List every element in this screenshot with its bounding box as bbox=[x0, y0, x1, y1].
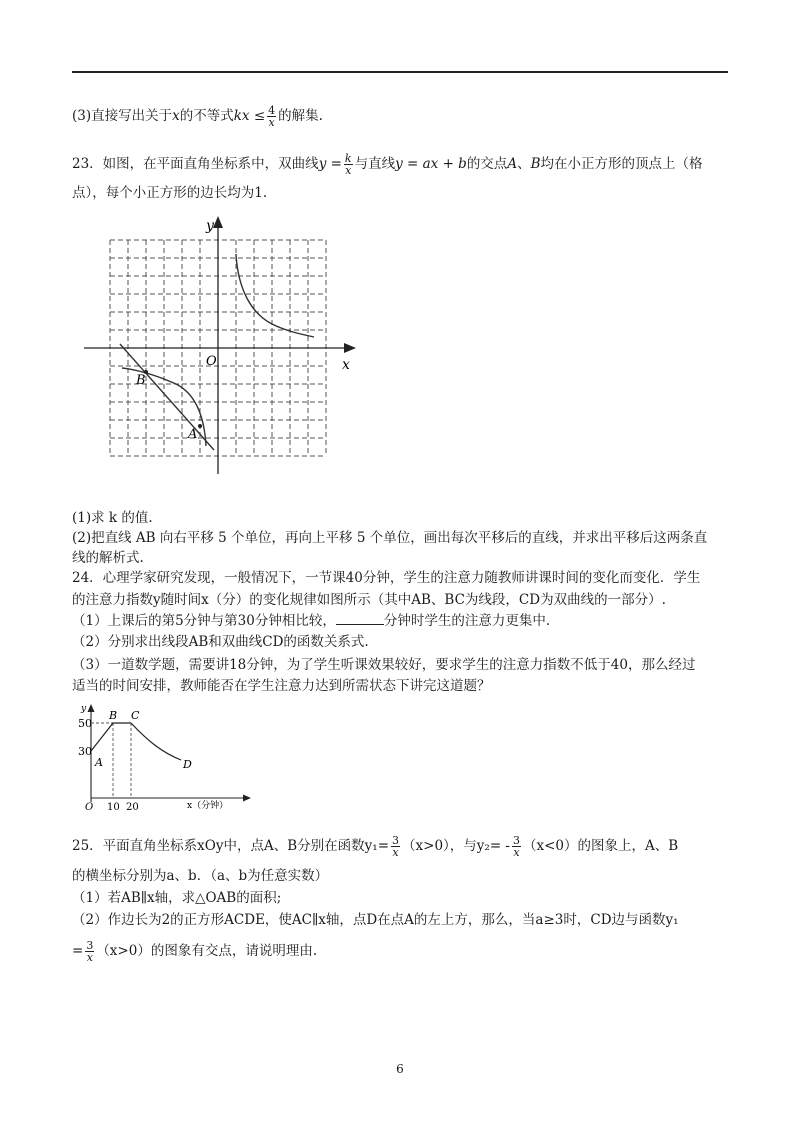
q24-attention-graph bbox=[75, 698, 255, 813]
q25-line5: = $\frac{3}{x}$ （x>0）的图象有交点，请说明理由. bbox=[72, 939, 318, 964]
y-axis-arrow bbox=[88, 704, 95, 712]
q25-line1: 25．平面直角坐标系xOy中，点A、B分别在函数y₁= $\frac{3}{x}$ （x>0），与y₂= - $\frac{3}{x}$ （x<0）的图象上，A、B bbox=[72, 834, 679, 859]
origin-label: O bbox=[206, 354, 217, 369]
q23-sub2-line2: 线的解析式. bbox=[72, 550, 144, 566]
q23-coordinate-figure bbox=[80, 210, 370, 480]
label-b: B bbox=[109, 709, 118, 722]
q23-line2: 点），每个小正方形的边长均为1. bbox=[72, 185, 268, 201]
header-rule bbox=[72, 71, 728, 73]
x-axis-label: x bbox=[342, 357, 350, 373]
y-axis-label: y bbox=[206, 218, 214, 234]
x-tick-10: 10 bbox=[107, 802, 120, 813]
origin-label: O bbox=[85, 802, 94, 813]
label-a: A bbox=[188, 427, 198, 442]
label-b: B bbox=[136, 373, 146, 388]
q25-line2: 的横坐标分别为a、b．（a、b为任意实数） bbox=[72, 868, 329, 884]
page-number: 6 bbox=[396, 1062, 404, 1076]
x-tick-20: 20 bbox=[126, 802, 139, 813]
q22-part3: (3)直接写出关于x的不等式kx ≤ $\frac{4}{x}$ 的解集. bbox=[72, 104, 323, 129]
hyperbola-cd bbox=[131, 723, 181, 760]
answer-blank bbox=[336, 611, 384, 625]
y-tick-50: 50 bbox=[78, 717, 92, 730]
q24-line2: 的注意力指数y随时间x（分）的变化规律如图所示（其中AB、BC为线段，CD为双曲线的一部分）. bbox=[72, 592, 666, 608]
hyperbola-branch-1 bbox=[236, 254, 314, 337]
label-a: A bbox=[95, 756, 103, 769]
segments-ab-bc bbox=[91, 723, 131, 751]
y-label: y bbox=[81, 704, 87, 714]
x-axis-arrow bbox=[243, 795, 251, 802]
y-tick-30: 30 bbox=[78, 745, 92, 758]
label-d: D bbox=[183, 758, 192, 771]
q24-line6: 适当的时间安排，教师能否在学生注意力达到所需状态下讲完这道题？ bbox=[72, 678, 491, 694]
label-c: C bbox=[131, 709, 140, 722]
q24-line4: （2）分别求出线段AB和双曲线CD的函数关系式. bbox=[72, 634, 369, 650]
q23-line1: 23．如图，在平面直角坐标系中，双曲线y = $\frac{k}{x}$ 与直线y = ax + b的交点A、B均在小正方形的顶点上（格 bbox=[72, 152, 703, 177]
q23-sub2-line1: (2)把直线 AB 向右平移 5 个单位，再向上平移 5 个单位，画出每次平移后的直线，并求出平移后这两条直 bbox=[72, 530, 708, 546]
q24-line3: （1）上课后的第5分钟与第30分钟相比较， 分钟时学生的注意力更集中. bbox=[72, 613, 551, 629]
q25-line4: （2）作边长为2的正方形ACDE，使AC∥x轴，点D在点A的左上方，那么，当a≥3时，CD边与函数y₁ bbox=[72, 912, 679, 928]
q24-line5: （3）一道数学题，需要讲18分钟，为了学生听课效果较好，要求学生的注意力指数不低于40，那么经过 bbox=[72, 657, 696, 673]
x-label: x（分钟） bbox=[187, 801, 229, 811]
y-axis-arrow bbox=[213, 216, 223, 228]
q24-line1: 24．心理学家研究发现，一般情况下，一节课40分钟，学生的注意力随教师讲课时间的变化而变化．学生 bbox=[72, 570, 701, 586]
point-a bbox=[198, 424, 202, 428]
x-axis-arrow bbox=[344, 343, 356, 353]
q23-sub1: (1)求 k 的值. bbox=[72, 510, 153, 526]
q25-line3: （1）若AB∥x轴，求△OAB的面积; bbox=[72, 890, 282, 906]
